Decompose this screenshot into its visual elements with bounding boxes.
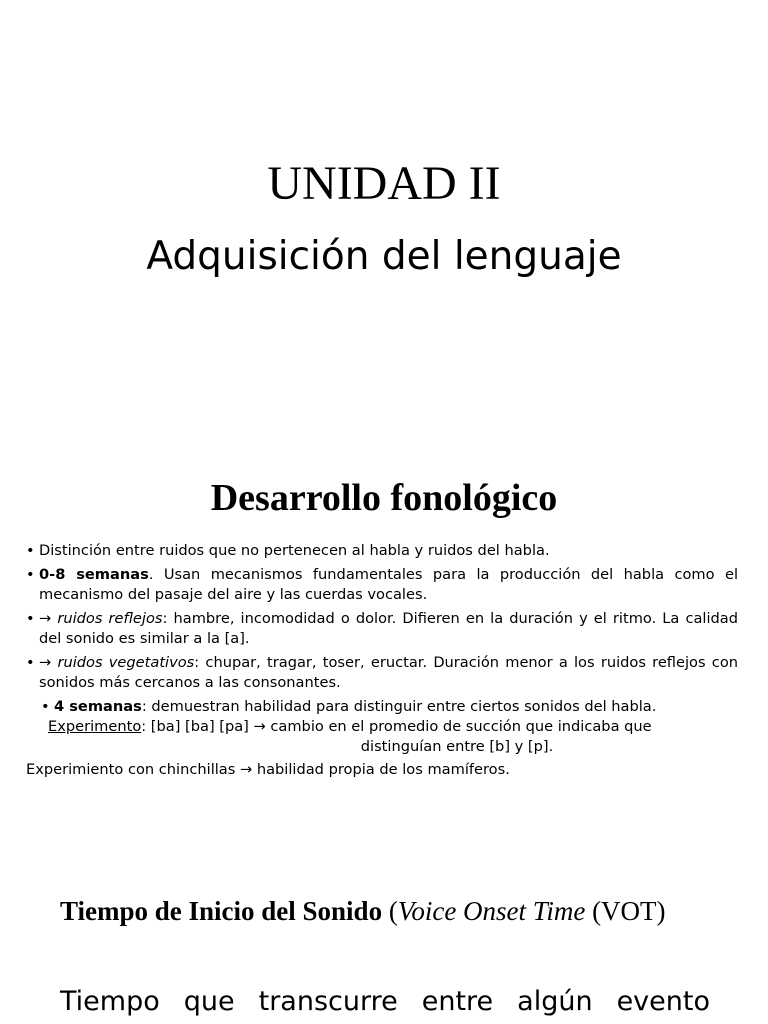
bullet-italic-term: ruidos reflejos (57, 610, 163, 627)
vot-title (60, 894, 720, 928)
bullet-dot: • (26, 654, 35, 671)
unit-subtitle: Adquisición del lenguaje (146, 234, 622, 279)
vot-title-paren: ( (382, 896, 398, 926)
arrow-symbol: → (39, 610, 58, 627)
bullet-dot: • (41, 698, 50, 715)
bullet-bold-term: 4 semanas (54, 698, 142, 715)
arrow-symbol: → (39, 654, 58, 671)
vot-title-bold: Tiempo de Inicio del Sonido (60, 896, 383, 926)
bullet-item (26, 541, 738, 561)
bullet-text: . Usan mecanismos fundamentales para la producción del habla como el mecanismo del pasaje del aire y las cuerdas vocales. (39, 566, 738, 603)
bullet-italic-term: ruidos vegetativos (57, 654, 195, 671)
closing-line: Experimiento con chinchillas → habilidad propia de los mamíferos. (26, 761, 510, 778)
bullet-list (26, 541, 738, 780)
sub-bullet-item (41, 697, 738, 717)
bullet-text: : demuestran habilidad para distinguir entre ciertos sonidos del habla. (141, 698, 657, 715)
bullet-dot: • (26, 566, 35, 583)
bullet-text: : chupar, tragar, toser, eructar. Duración menor a los ruidos reflejos con sonidos más cercanos a las consonantes. (39, 654, 739, 691)
phonological-slide (0, 440, 768, 860)
vot-body: Tiempo que transcurre entre algún evento (60, 986, 710, 1017)
bullet-bold-term: 0-8 semanas (39, 566, 149, 583)
unit-heading: UNIDAD II (267, 157, 501, 210)
experiment-line (26, 717, 738, 737)
bullet-item (26, 653, 738, 693)
bullet-item (26, 565, 738, 605)
experiment-text: : [ba] [ba] [pa] → cambio en el promedio de succión que indicaba que (141, 718, 652, 735)
title-slide (0, 0, 768, 440)
vot-title-italic: Voice Onset Time (397, 896, 586, 926)
bullet-text: Distinción entre ruidos que no pertenecen al habla y ruidos del habla. (39, 542, 550, 559)
experiment-label: Experimento (48, 718, 142, 735)
experiment-continuation: distinguían entre [b] y [p]. (360, 738, 554, 755)
vot-title-close: (VOT) (585, 896, 666, 926)
bullet-text: : hambre, incomodidad o dolor. Difieren en la duración y el ritmo. La calidad del sonido es similar a la [a]. (39, 610, 739, 647)
vot-slide (0, 860, 768, 1024)
bullet-dot: • (26, 610, 35, 627)
bullet-dot: • (26, 542, 35, 559)
bullet-item (26, 609, 738, 649)
slide-title: Desarrollo fonológico (210, 477, 558, 519)
